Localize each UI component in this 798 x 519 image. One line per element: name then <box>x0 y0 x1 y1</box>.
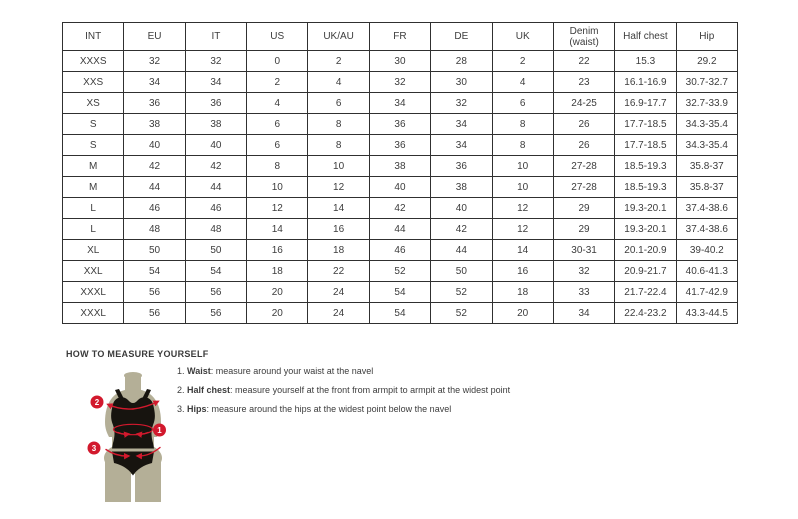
table-cell: 38 <box>124 114 185 135</box>
table-cell: 24 <box>308 282 369 303</box>
mannequin-figure-svg <box>85 370 180 512</box>
table-cell: XXXL <box>63 303 124 324</box>
table-cell: 46 <box>124 198 185 219</box>
column-header: IT <box>185 23 246 51</box>
table-cell: 37.4-38.6 <box>676 198 737 219</box>
table-cell: 27-28 <box>553 156 614 177</box>
badge-hips-number: 3 <box>91 444 97 453</box>
table-cell: 24 <box>308 303 369 324</box>
table-cell: 52 <box>431 282 492 303</box>
step-text: : measure around your waist at the navel <box>210 366 374 376</box>
table-cell: 22 <box>553 51 614 72</box>
table-cell: 44 <box>431 240 492 261</box>
table-cell: 44 <box>124 177 185 198</box>
table-cell: 29 <box>553 219 614 240</box>
table-cell: 8 <box>308 135 369 156</box>
column-header: Hip <box>676 23 737 51</box>
table-cell: 38 <box>431 177 492 198</box>
table-cell: 34 <box>431 114 492 135</box>
measure-guide-heading: HOW TO MEASURE YOURSELF <box>66 349 209 359</box>
table-cell: 14 <box>492 240 553 261</box>
table-cell: 44 <box>185 177 246 198</box>
table-cell: L <box>63 219 124 240</box>
table-cell: 10 <box>492 177 553 198</box>
table-cell: L <box>63 198 124 219</box>
table-cell: 29.2 <box>676 51 737 72</box>
table-cell: 34 <box>553 303 614 324</box>
size-table-header-row <box>63 23 738 51</box>
table-cell: 33 <box>553 282 614 303</box>
table-cell: 23 <box>553 72 614 93</box>
step-text: : measure yourself at the front from armpit to armpit at the widest point <box>230 385 511 395</box>
table-cell: 6 <box>247 135 308 156</box>
step-number: 2. <box>177 385 185 395</box>
measure-steps <box>177 366 737 423</box>
table-cell: 10 <box>308 156 369 177</box>
table-cell: 18.5-19.3 <box>615 177 676 198</box>
table-cell: 20 <box>247 303 308 324</box>
table-cell: 16.1-16.9 <box>615 72 676 93</box>
step-label: Half chest <box>187 385 231 395</box>
size-table-head <box>63 23 738 51</box>
table-cell: 8 <box>308 114 369 135</box>
step-text: : measure around the hips at the widest point below the navel <box>206 404 452 414</box>
table-cell: 0 <box>247 51 308 72</box>
table-row <box>63 282 738 303</box>
table-row <box>63 156 738 177</box>
table-cell: 50 <box>124 240 185 261</box>
table-cell: 56 <box>185 303 246 324</box>
table-row <box>63 72 738 93</box>
table-cell: XXS <box>63 72 124 93</box>
table-row <box>63 240 738 261</box>
table-cell: XXXS <box>63 51 124 72</box>
table-cell: 36 <box>369 114 430 135</box>
table-cell: 26 <box>553 114 614 135</box>
table-cell: 52 <box>369 261 430 282</box>
table-cell: 6 <box>492 93 553 114</box>
table-cell: 26 <box>553 135 614 156</box>
table-cell: 24-25 <box>553 93 614 114</box>
table-cell: 40 <box>124 135 185 156</box>
column-header: UK <box>492 23 553 51</box>
table-cell: 36 <box>124 93 185 114</box>
table-cell: 54 <box>185 261 246 282</box>
table-cell: 4 <box>247 93 308 114</box>
badge-waist-number: 1 <box>157 426 162 435</box>
table-cell: 22.4-23.2 <box>615 303 676 324</box>
table-cell: 10 <box>492 156 553 177</box>
column-header: Denim (waist) <box>553 23 614 51</box>
table-cell: 32 <box>369 72 430 93</box>
table-cell: 48 <box>185 219 246 240</box>
table-cell: 14 <box>247 219 308 240</box>
table-cell: 54 <box>369 303 430 324</box>
table-cell: 8 <box>492 114 553 135</box>
column-header: FR <box>369 23 430 51</box>
table-cell: 21.7-22.4 <box>615 282 676 303</box>
table-row <box>63 261 738 282</box>
table-cell: S <box>63 135 124 156</box>
table-cell: 29 <box>553 198 614 219</box>
table-cell: 50 <box>431 261 492 282</box>
table-cell: M <box>63 177 124 198</box>
table-cell: 18 <box>247 261 308 282</box>
table-cell: 12 <box>492 198 553 219</box>
table-cell: 48 <box>124 219 185 240</box>
table-cell: 2 <box>247 72 308 93</box>
table-cell: 32 <box>431 93 492 114</box>
table-cell: 34 <box>124 72 185 93</box>
table-cell: XXXL <box>63 282 124 303</box>
table-cell: 34 <box>369 93 430 114</box>
table-cell: 17.7-18.5 <box>615 114 676 135</box>
table-cell: 40 <box>185 135 246 156</box>
table-cell: 40 <box>431 198 492 219</box>
column-header: Half chest <box>615 23 676 51</box>
table-row <box>63 114 738 135</box>
table-cell: XS <box>63 93 124 114</box>
table-cell: 20 <box>492 303 553 324</box>
step-number: 1. <box>177 366 185 376</box>
table-cell: M <box>63 156 124 177</box>
table-cell: 37.4-38.6 <box>676 219 737 240</box>
table-cell: 34.3-35.4 <box>676 135 737 156</box>
table-cell: 4 <box>492 72 553 93</box>
table-cell: 42 <box>431 219 492 240</box>
column-header: DE <box>431 23 492 51</box>
table-cell: 42 <box>369 198 430 219</box>
table-cell: 56 <box>124 282 185 303</box>
table-cell: 41.7-42.9 <box>676 282 737 303</box>
table-cell: 54 <box>369 282 430 303</box>
table-cell: 20.1-20.9 <box>615 240 676 261</box>
table-cell: 22 <box>308 261 369 282</box>
table-cell: 16 <box>308 219 369 240</box>
table-cell: 54 <box>124 261 185 282</box>
table-cell: 30-31 <box>553 240 614 261</box>
column-header: US <box>247 23 308 51</box>
table-cell: 50 <box>185 240 246 261</box>
step-number: 3. <box>177 404 185 414</box>
table-cell: 46 <box>369 240 430 261</box>
badge-chest-number: 2 <box>94 398 100 407</box>
table-cell: 16 <box>492 261 553 282</box>
table-cell: 56 <box>185 282 246 303</box>
table-cell: 35.8-37 <box>676 156 737 177</box>
table-cell: 36 <box>185 93 246 114</box>
table-cell: 27-28 <box>553 177 614 198</box>
measure-step <box>177 385 737 404</box>
table-cell: 2 <box>492 51 553 72</box>
table-cell: 35.8-37 <box>676 177 737 198</box>
table-row <box>63 219 738 240</box>
table-cell: XXL <box>63 261 124 282</box>
table-cell: 30 <box>369 51 430 72</box>
table-row <box>63 198 738 219</box>
table-cell: 44 <box>369 219 430 240</box>
table-cell: 38 <box>369 156 430 177</box>
size-table-body <box>63 51 738 324</box>
table-cell: 28 <box>431 51 492 72</box>
table-cell: 39-40.2 <box>676 240 737 261</box>
table-cell: 42 <box>185 156 246 177</box>
table-cell: S <box>63 114 124 135</box>
table-cell: 32 <box>185 51 246 72</box>
table-cell: 34 <box>185 72 246 93</box>
table-cell: 56 <box>124 303 185 324</box>
table-row <box>63 51 738 72</box>
table-cell: 20 <box>247 282 308 303</box>
table-cell: 32.7-33.9 <box>676 93 737 114</box>
table-cell: 40.6-41.3 <box>676 261 737 282</box>
table-cell: 12 <box>247 198 308 219</box>
table-cell: 14 <box>308 198 369 219</box>
size-chart-table <box>62 22 738 324</box>
table-cell: 36 <box>369 135 430 156</box>
table-row <box>63 303 738 324</box>
table-cell: 30.7-32.7 <box>676 72 737 93</box>
table-cell: 34 <box>431 135 492 156</box>
table-cell: 4 <box>308 72 369 93</box>
table-cell: 15.3 <box>615 51 676 72</box>
table-cell: 18 <box>492 282 553 303</box>
table-cell: 19.3-20.1 <box>615 198 676 219</box>
table-cell: 8 <box>492 135 553 156</box>
table-cell: 12 <box>492 219 553 240</box>
table-cell: 20.9-21.7 <box>615 261 676 282</box>
table-cell: 17.7-18.5 <box>615 135 676 156</box>
table-cell: 18 <box>308 240 369 261</box>
mannequin-illustration <box>85 370 180 512</box>
table-row <box>63 135 738 156</box>
table-cell: 38 <box>185 114 246 135</box>
table-cell: 16 <box>247 240 308 261</box>
table-cell: 18.5-19.3 <box>615 156 676 177</box>
table-cell: 46 <box>185 198 246 219</box>
table-cell: 52 <box>431 303 492 324</box>
table-cell: 36 <box>431 156 492 177</box>
table-row <box>63 93 738 114</box>
measure-step <box>177 404 737 423</box>
table-cell: XL <box>63 240 124 261</box>
table-cell: 32 <box>553 261 614 282</box>
step-label: Waist <box>187 366 211 376</box>
measure-step <box>177 366 737 385</box>
table-cell: 8 <box>247 156 308 177</box>
table-cell: 42 <box>124 156 185 177</box>
table-cell: 6 <box>247 114 308 135</box>
table-cell: 12 <box>308 177 369 198</box>
table-cell: 6 <box>308 93 369 114</box>
step-label: Hips <box>187 404 207 414</box>
table-cell: 43.3-44.5 <box>676 303 737 324</box>
column-header: UK/AU <box>308 23 369 51</box>
column-header: EU <box>124 23 185 51</box>
column-header: INT <box>63 23 124 51</box>
table-row <box>63 177 738 198</box>
table-cell: 19.3-20.1 <box>615 219 676 240</box>
table-cell: 32 <box>124 51 185 72</box>
table-cell: 30 <box>431 72 492 93</box>
table-cell: 40 <box>369 177 430 198</box>
table-cell: 34.3-35.4 <box>676 114 737 135</box>
table-cell: 16.9-17.7 <box>615 93 676 114</box>
table-cell: 2 <box>308 51 369 72</box>
table-cell: 10 <box>247 177 308 198</box>
